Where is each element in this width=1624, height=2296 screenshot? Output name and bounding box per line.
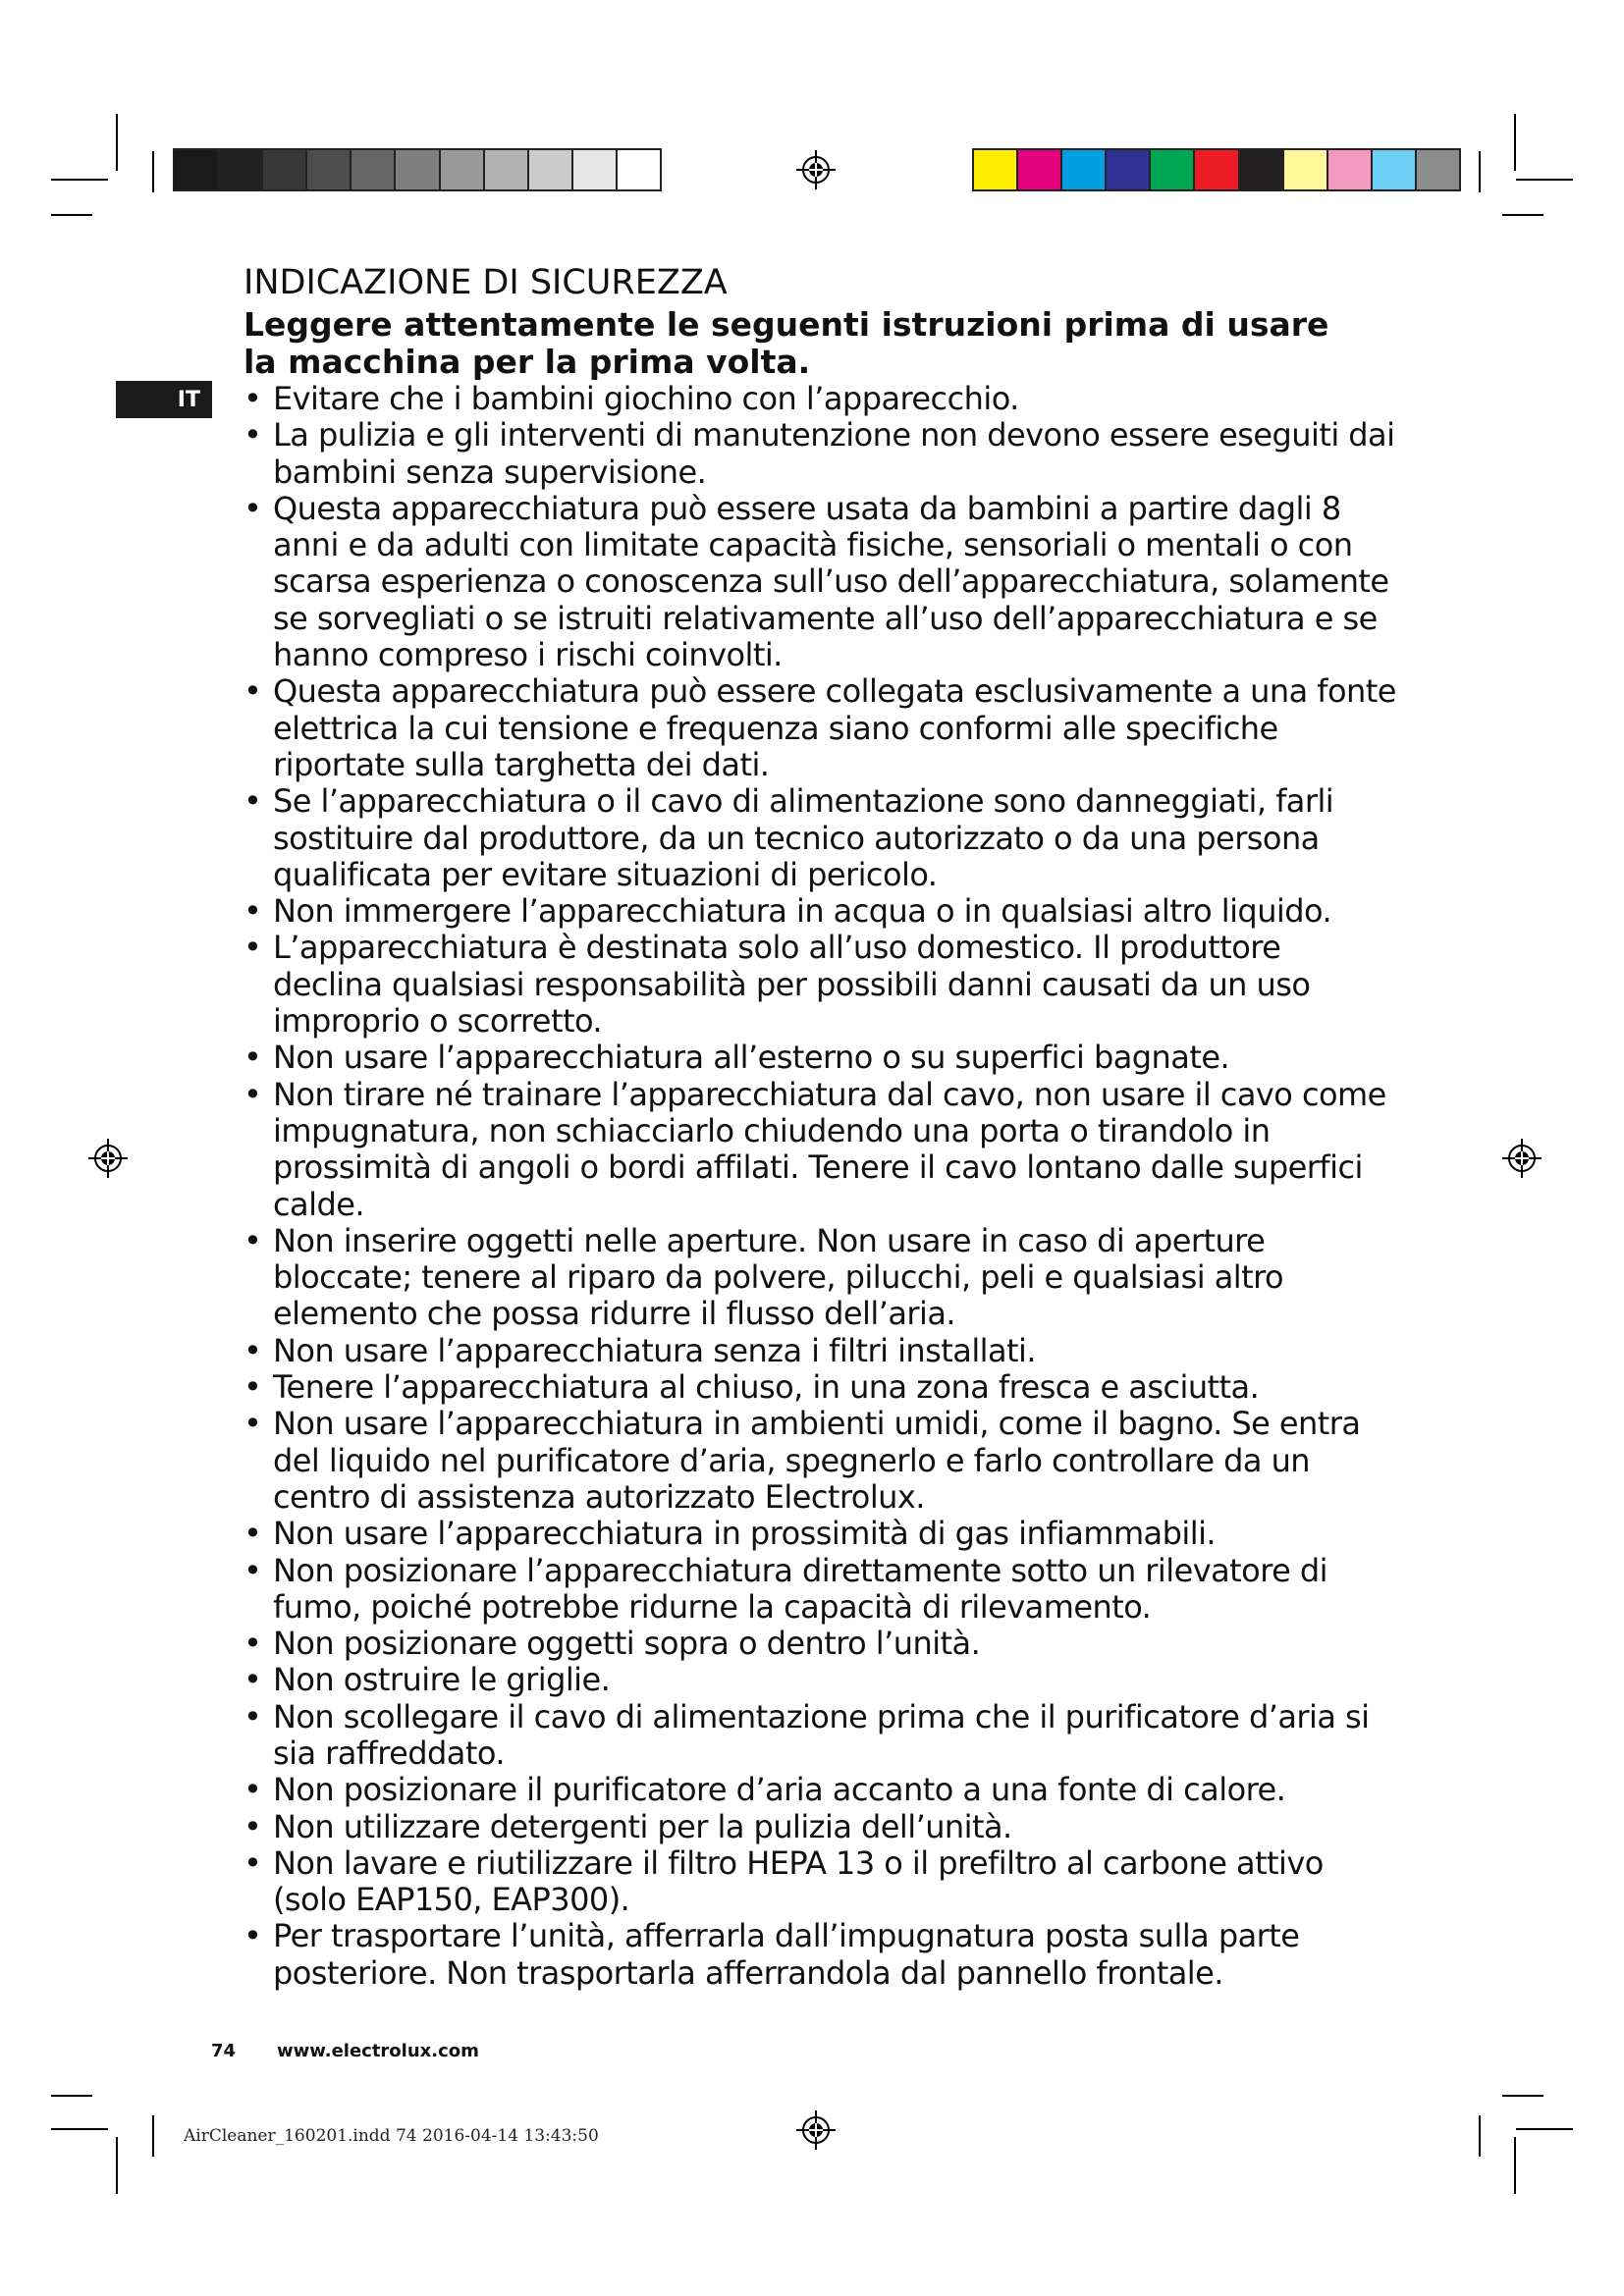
safety-rule-item: • La pulizia e gli interventi di manutenzione non devono essere eseguiti dai bambini senza supervisione. [244,417,1397,491]
safety-rule-item: • Se l’apparecchiatura o il cavo di alimentazione sono danneggiati, farli sostituire dal produttore, da un tecnico autorizzato o da una persona qualificata per evitare situazioni di pericolo. [244,783,1397,893]
safety-rule-item: • Non scollegare il cavo di alimentazione prima che il purificatore d’aria si sia raffreddato. [244,1699,1397,1773]
calibration-swatch [1282,148,1328,191]
calibration-swatch [1105,148,1151,191]
safety-rule-item: • Non lavare e riutilizzare il filtro HEPA 13 o il prefiltro al carbone attivo (solo EAP150, EAP300). [244,1845,1397,1919]
safety-rule-item: • Non usare l’apparecchiatura senza i filtri installati. [244,1333,1397,1369]
calibration-swatch [1238,148,1284,191]
language-tab: IT [116,381,212,418]
calibration-swatch [1149,148,1195,191]
registration-mark-icon [1502,1139,1542,1178]
safety-rule-item: • L’apparecchiatura è destinata solo all’uso domestico. Il produttore declina qualsiasi responsabilità per possibili danni causati da un uso improprio o scorretto. [244,930,1397,1040]
safety-rule-item: • Questa apparecchiatura può essere usata da bambini a partire dagli 8 anni e da adulti con limitate capacità fisiche, sensoriali o mentali o con scarsa esperienza o conoscenza sull’uso dell’apparecchiatura, solamente se sorvegliati o se istruiti relativamente all’uso dell’apparecchiatura e se hanno compreso i rischi coinvolti. [244,491,1397,673]
registration-mark-icon [88,1139,128,1178]
safety-rule-item: • Non inserire oggetti nelle aperture. Non usare in caso di aperture bloccate; tenere al riparo da polvere, pilucchi, peli e qualsiasi altro elemento che possa ridurre il flusso dell’aria. [244,1223,1397,1333]
calibration-swatch [394,148,440,191]
safety-rule-item: • Non posizionare l’apparecchiatura direttamente sotto un rilevatore di fumo, poiché potrebbe ridurne la capacità di rilevamento. [244,1553,1397,1627]
safety-rule-item: • Per trasportare l’unità, afferrarla dall’impugnatura posta sulla parte posteriore. Non trasportarla afferrandola dal pannello frontale. [244,1918,1397,1992]
color-calibration-bar [972,148,1459,191]
print-slug: AirCleaner_160201.indd 74 2016-04-14 13:43:50 [184,2126,599,2146]
calibration-swatch [305,148,352,191]
safety-rule-item: • Questa apparecchiatura può essere collegata esclusivamente a una fonte elettrica la cui tensione e frequenza siano conformi alle specifiche riportate sulla targhetta dei dati. [244,673,1397,783]
registration-mark-icon [796,2110,836,2150]
intro-text: Leggere attentamente le seguenti istruzioni prima di usare la macchina per la prima volta. [244,305,1329,381]
safety-rule-item: • Non usare l’apparecchiatura in prossimità di gas infiammabili. [244,1516,1397,1552]
calibration-swatch [350,148,396,191]
calibration-swatch [173,148,219,191]
calibration-swatch [571,148,618,191]
calibration-swatch [616,148,662,191]
website-url: www.electrolux.com [277,2041,479,2061]
safety-rule-item: • Evitare che i bambini giochino con l’apparecchio. [244,381,1397,417]
calibration-swatch [1016,148,1062,191]
calibration-swatch [439,148,485,191]
calibration-swatch [483,148,529,191]
calibration-swatch [1371,148,1417,191]
calibration-swatch [1060,148,1107,191]
calibration-swatch [261,148,307,191]
calibration-swatch [1326,148,1373,191]
safety-rules-list [244,381,1397,1992]
safety-rule-item: • Non posizionare il purificatore d’aria accanto a una fonte di calore. [244,1772,1397,1808]
safety-rule-item: • Non usare l’apparecchiatura in ambienti umidi, come il bagno. Se entra del liquido nel purificatore d’aria, spegnerlo e farlo controllare da un centro di assistenza autorizzato Electrolux. [244,1406,1397,1516]
calibration-swatch [972,148,1018,191]
calibration-swatch [1415,148,1461,191]
calibration-swatch [217,148,263,191]
page-number: 74 [211,2041,237,2061]
section-title: INDICAZIONE DI SICUREZZA [244,263,728,302]
grayscale-calibration-bar [173,148,660,191]
safety-rule-item: • Non immergere l’apparecchiatura in acqua o in qualsiasi altro liquido. [244,893,1397,930]
registration-mark-icon [796,150,836,189]
safety-rule-item: • Non usare l’apparecchiatura all’esterno o su superfici bagnate. [244,1040,1397,1076]
safety-rule-item: • Non utilizzare detergenti per la pulizia dell’unità. [244,1809,1397,1845]
safety-rule-item: • Non posizionare oggetti sopra o dentro l’unità. [244,1626,1397,1662]
safety-rule-item: • Non tirare né trainare l’apparecchiatura dal cavo, non usare il cavo come impugnatura, non schiacciarlo chiudendo una porta o tirandolo in prossimità di angoli o bordi affilati. Tenere il cavo lontano dalle superfici calde. [244,1077,1397,1223]
safety-rule-item: • Non ostruire le griglie. [244,1662,1397,1698]
calibration-swatch [1193,148,1239,191]
safety-rule-item: • Tenere l’apparecchiatura al chiuso, in una zona fresca e asciutta. [244,1369,1397,1406]
calibration-swatch [527,148,573,191]
